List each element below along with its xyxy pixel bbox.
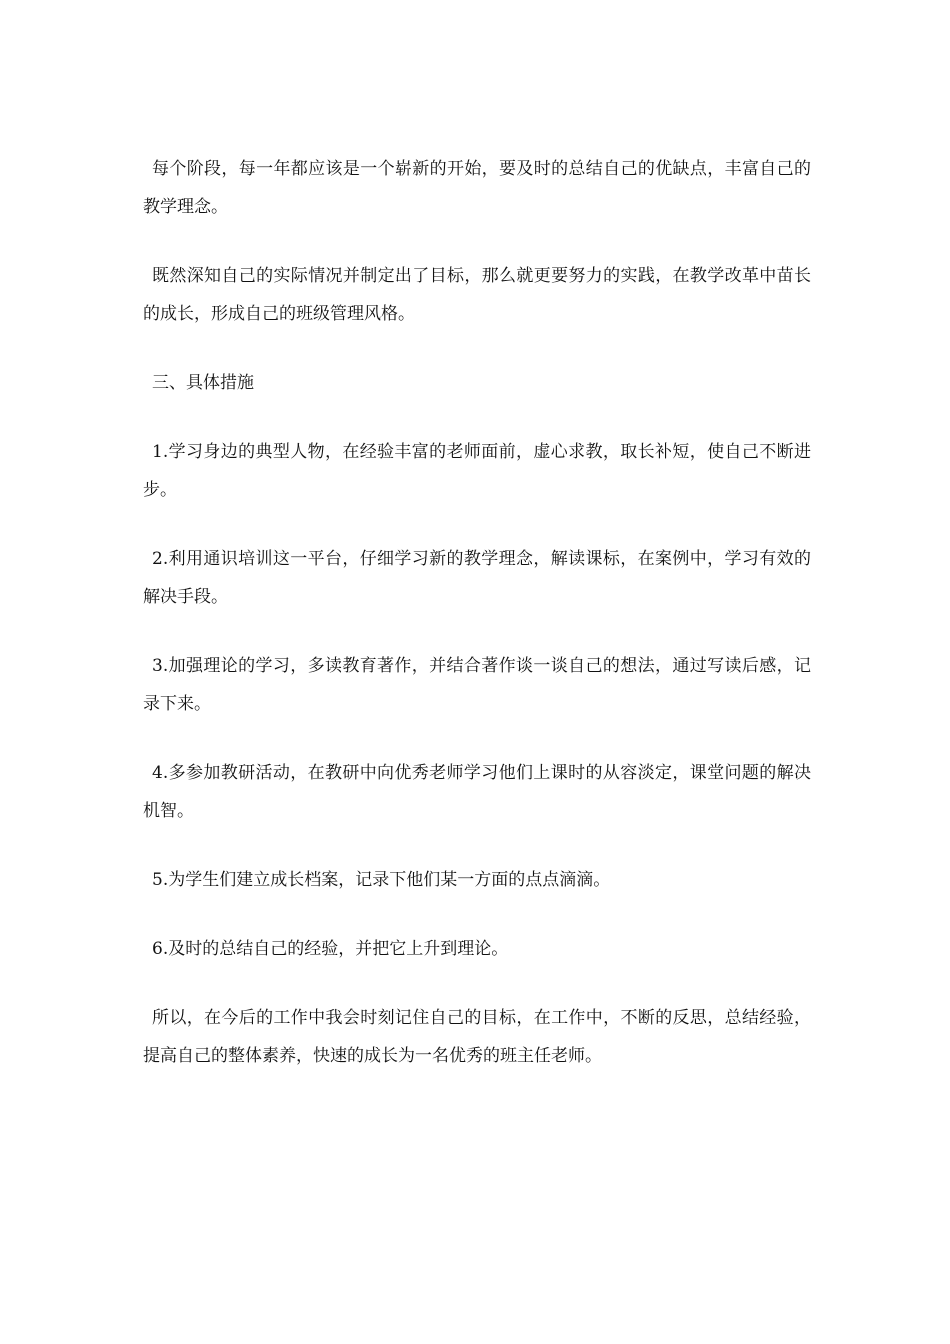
section-heading-measures: 三、具体措施 — [152, 373, 254, 393]
paragraph-conclusion: 所以，在今后的工作中我会时刻记住自己的目标，在工作中，不断的反思，总结经验，提高自己的整体素养，快速的成长为一名优秀的班主任老师。 — [143, 1008, 811, 1066]
list-item-measure-6: 6.及时的总结自己的经验，并把它上升到理论。 — [152, 939, 509, 959]
paragraph-goal-practice: 既然深知自己的实际情况并制定出了目标，那么就更要努力的实践，在教学改革中苗长的成长，形成自己的班级管理风格。 — [143, 266, 811, 324]
list-item-measure-3: 3.加强理论的学习，多读教育著作，并结合著作谈一谈自己的想法，通过写读后感，记录下来。 — [143, 656, 811, 714]
list-item-measure-5: 5.为学生们建立成长档案，记录下他们某一方面的点点滴滴。 — [152, 870, 611, 890]
list-item-measure-2: 2.利用通识培训这一平台，仔细学习新的教学理念，解读课标，在案例中，学习有效的解决手段。 — [143, 549, 811, 607]
document-body — [143, 150, 811, 1106]
paragraph-reflection: 每个阶段，每一年都应该是一个崭新的开始，要及时的总结自己的优缺点，丰富自己的教学理念。 — [143, 159, 811, 217]
list-item-measure-1: 1.学习身边的典型人物，在经验丰富的老师面前，虚心求教，取长补短，使自己不断进步。 — [143, 442, 811, 500]
list-item-measure-4: 4.多参加教研活动，在教研中向优秀老师学习他们上课时的从容淡定，课堂问题的解决机智。 — [143, 763, 811, 821]
